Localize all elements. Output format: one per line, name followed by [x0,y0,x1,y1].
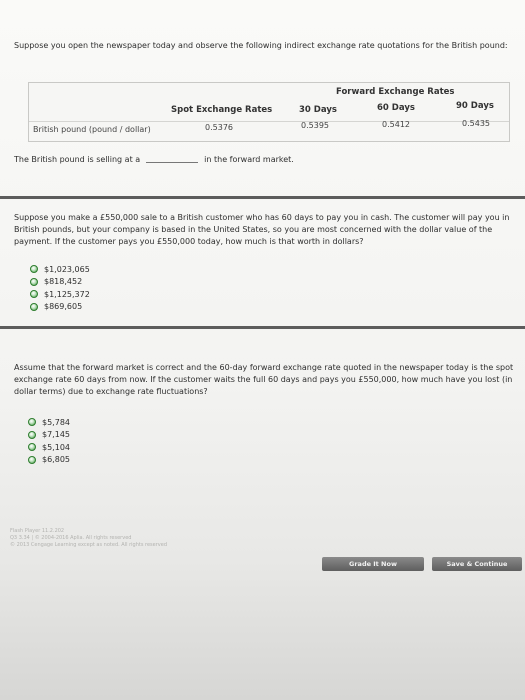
forward-rates-header: Forward Exchange Rates [336,87,455,97]
spot-rate-value: 0.5376 [205,123,233,132]
q3-option[interactable] [28,441,70,454]
q2-options [30,263,90,313]
row-label: British pound (pound / dollar) [33,125,151,134]
q3-option[interactable] [28,416,70,429]
save-continue-button[interactable]: Save & Continue [432,557,522,571]
rate-30-days-value: 0.5395 [301,121,329,130]
spot-rates-header: Spot Exchange Rates [171,105,273,115]
rate-60-days-value: 0.5412 [382,120,410,129]
q2-option[interactable] [30,301,90,314]
q3-options [28,416,70,466]
rate-90-days-value: 0.5435 [462,119,490,128]
grade-it-now-button[interactable]: Grade It Now [322,557,424,571]
option-label: $6,805 [42,455,70,465]
q2-text: Suppose you make a £550,000 sale to a British customer who has 60 days to pay you in cash. The customer will pay you in British pounds, but your company is based in the United States, so you are most concerned with the dollar value of the payment. If the customer pays you £550,000 today, how much is that worth in dollars? [14,213,510,246]
radio-button-icon[interactable] [30,290,38,298]
q2-option[interactable] [30,263,90,276]
q2-option[interactable] [30,288,90,301]
q1-prefix: The British pound is selling at a [14,155,141,164]
q3-option[interactable] [28,454,70,467]
section-divider [0,326,525,329]
radio-button-icon[interactable] [28,443,36,451]
exchange-rate-table [28,82,510,142]
answer-blank-dropdown[interactable] [146,162,198,163]
option-label: $5,104 [42,442,70,452]
q2-option[interactable] [30,276,90,289]
radio-button-icon[interactable] [30,303,38,311]
radio-button-icon[interactable] [28,456,36,464]
option-label: $869,605 [44,302,83,312]
q1-line [14,155,294,164]
radio-button-icon[interactable] [28,431,36,439]
q3-text: Assume that the forward market is correct and the 60-day forward exchange rate quoted in the newspaper today is the spot exchange rate 60 days from now. If the customer waits the full 60 days and pays you £550,000, how much have you lost (in dollar terms) due to exchange rate fluctuations? [14,363,514,396]
radio-button-icon[interactable] [30,265,38,273]
option-label: $5,784 [42,417,70,427]
footer-line: Q3 3.34 | © 2004-2016 Aplia. All rights reserved [10,535,132,541]
copyright-footer [10,528,167,549]
col-60-days-header: 60 Days [377,103,415,113]
col-90-days-header: 90 Days [456,101,494,111]
radio-button-icon[interactable] [30,278,38,286]
footer-line: Flash Player 11.2.202 [10,528,65,534]
option-label: $818,452 [44,277,83,287]
footer-line: © 2013 Cengage Learning except as noted. All rights reserved [10,542,167,548]
q1-suffix: in the forward market. [204,155,294,164]
col-30-days-header: 30 Days [299,105,337,115]
table-row-divider [29,121,509,122]
option-label: $1,125,372 [44,289,90,299]
q3-option[interactable] [28,429,70,442]
question-intro: Suppose you open the newspaper today and observe the following indirect exchange rate quotations for the British pound: [14,41,508,50]
option-label: $7,145 [42,430,70,440]
radio-button-icon[interactable] [28,418,36,426]
option-label: $1,023,065 [44,264,90,274]
section-divider [0,196,525,199]
